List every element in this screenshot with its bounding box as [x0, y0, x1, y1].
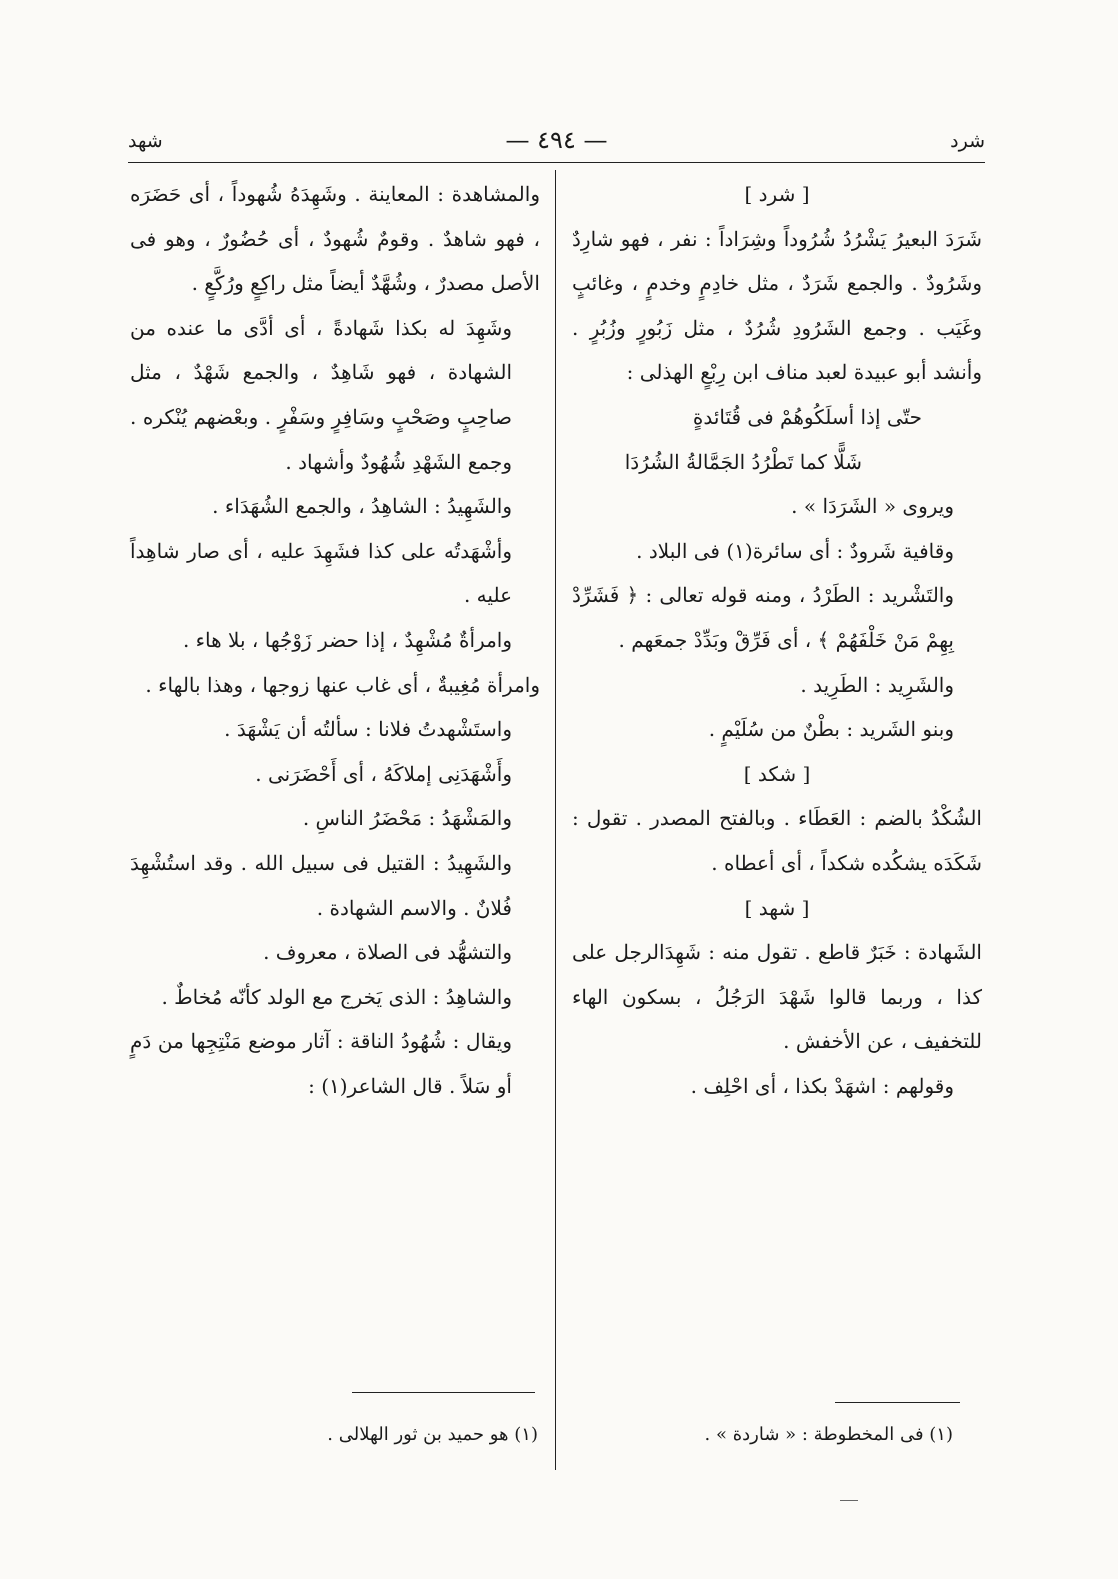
headword-left: شهد [128, 130, 163, 152]
paragraph: وقولهم : اشهَدْ بكذا ، أى احْلِف . [690, 1073, 954, 1098]
entry-heading: [ شكد ] [743, 761, 811, 786]
footnote-rule-right [835, 1402, 960, 1403]
verse-line: حتّى إذا أسلَكُوهُمْ فى قُتَائدةٍ [692, 404, 922, 429]
margin-mark [840, 1500, 858, 1501]
right-column [572, 172, 982, 1108]
headword-right: شرد [950, 130, 985, 152]
paragraph: والمشاهدة : المعاينة . وشَهِدَهُ شُهوداً ، أى حَضَرَه ، فهو شاهدٌ . وقومٌ شُهودٌ ، أى حُضُورٌ ، وهو فى الأصل مصدرٌ ، وشُهَّدٌ أيضاً مثل راكِعٍ ورُكَّعٍ . [130, 182, 540, 296]
paragraph: وشَهِدَ له بكذا شَهادةً ، أى أدَّى ما عنده من الشهادة ، فهو شَاهِدٌ ، والجمع شَهْدٌ ، مثل صاحِبٍ وصَحْبٍ وسَافِرٍ وسَفْرٍ . وبعْضهم يُنْكره . وجمع الشَهْدِ شُهُودٌ وأشهاد . [130, 315, 512, 474]
paragraph: والتشهُّد فى الصلاة ، معروف . [263, 940, 512, 965]
paragraph: والشَرِيد : الطَرِيد . [800, 672, 954, 697]
paragraph: وامرأة مُغِيبةٌ ، أى غاب عنها زوجها ، وهذا بالهاء . [145, 672, 540, 697]
footnote-right: (١) فى المخطوطة : « شاردة » . [704, 1424, 953, 1445]
paragraph: الشَهادة : خَبَرٌ قاطع . تقول منه : شَهِدَالرجل على كذا ، وربما قالوا شَهْدَ الرَجُلُ ، بسكون الهاء للتخفيف ، عن الأخفش . [572, 940, 982, 1054]
header-rule [128, 162, 985, 163]
left-column [130, 172, 540, 1108]
footnote-rule-left [352, 1392, 535, 1393]
paragraph: شَرَدَ البعيرُ يَشْرُدُ شُرُوداً وشِرَاداً : نفر ، فهو شارِدٌ وشَرُودٌ . والجمع شَرَدٌ ، مثل خادِمٍ وخدمٍ ، وغائبٍ وغَيَب . وجمع الشَرُودِ شُرُدٌ ، مثل زَبُورٍ وزُبُرٍ . وأنشد أبو عبيدة لعبد مناف ابن رِبْعٍ الهذلى : [572, 226, 982, 385]
column-divider [555, 170, 556, 1470]
paragraph: واستَشْهدتُ فلانا : سألتُه أن يَشْهَدَ . [224, 717, 512, 742]
paragraph: الشُكْدُ بالضم : العَطَاء . وبالفتح المصدر . تقول : شَكَدَه يشكُده شكداً ، أى أعطاه . [572, 806, 982, 875]
paragraph: والشَهِيدُ : الشاهِدُ ، والجمع الشُهَدَاء . [212, 494, 512, 519]
paragraph: ويقال : شُهُودُ الناقة : آثار موضع مَنْتِجِها من دَمٍ أو سَلاً . قال الشاعر(١) : [130, 1029, 512, 1098]
page-number: — ٤٩٤ — [505, 126, 608, 154]
paragraph: ويروى « الشَرَدَا » . [791, 494, 954, 519]
paragraph: وأشْهَدتُه على كذا فشَهِدَ عليه ، أى صار شاهِداً عليه . [130, 538, 512, 608]
paragraph: وامرأةٌ مُشْهِدٌ ، إذا حضر زَوْجُها ، بلا هاء . [182, 627, 512, 652]
paragraph: والتَشْريد : الطَرْدُ ، ومنه قوله تعالى : ﴿ فَشَرِّدْ بِهِمْ مَنْ خَلْفَهُمْ ﴾ ، أى فَرِّقْ وبَدِّدْ جمعَهم . [572, 583, 954, 652]
running-header [128, 126, 985, 160]
paragraph: والمَشْهَدُ : مَحْضَرُ الناسِ . [302, 806, 512, 831]
paragraph: وبنو الشَريد : بطْنٌ من سُلَيْمٍ . [708, 717, 954, 742]
entry-heading: [ شهد ] [744, 895, 810, 920]
paragraph: وأَشْهَدَنِى إملاكَهُ ، أى أَحْضَرَنى . [255, 761, 512, 786]
entry-heading: [ شرد ] [744, 182, 810, 206]
paragraph: وقافية شَرودٌ : أى سائرة(١) فى البلاد . [636, 538, 954, 563]
verse-line: شَلًّا كما تَطْرُدُ الجَمَّالةُ الشُرُدَا [624, 449, 862, 474]
paragraph: والشَهِيدُ : القتيل فى سبيل الله . وقد استُشْهِدَ فُلانٌ . والاسم الشهادة . [130, 850, 512, 920]
footnote-left: (١) هو حميد بن ثور الهلالى . [327, 1424, 538, 1445]
paragraph: والشاهِدُ : الذى يَخرج مع الولد كأنّه مُخاطٌ . [161, 984, 512, 1009]
